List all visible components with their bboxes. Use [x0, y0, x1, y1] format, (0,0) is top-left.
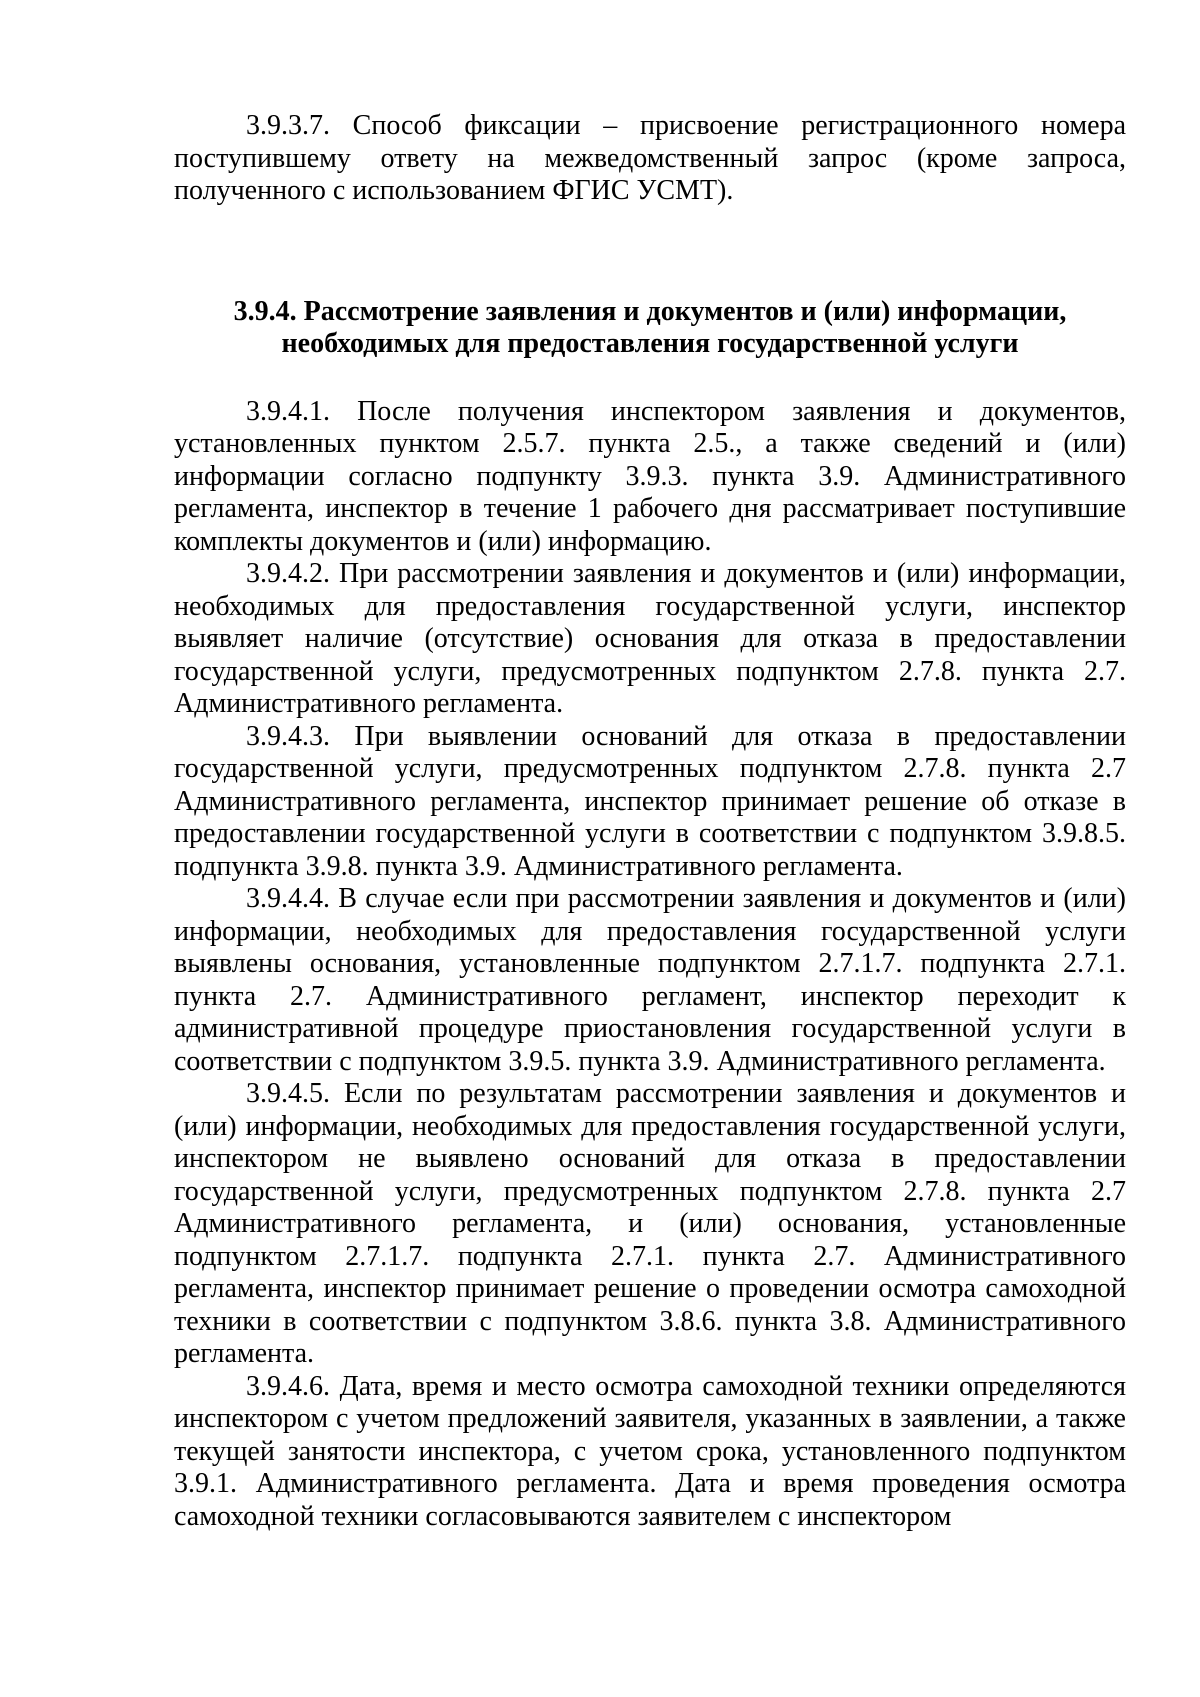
- paragraph-3-9-4-4: 3.9.4.4. В случае если при рассмотрении заявления и документов и (или) информации, необходимых для предоставления государственной услуги выявлены основания, установленные подпунктом 2.7.1.7. подпункта 2.7.1. пункта 2.7. Административного регламент, инспектор переходит к административной процедуре приостановления государственной услуги в соответствии с подпунктом 3.9.5. пункта 3.9. Административного регламента.: [174, 883, 1126, 1077]
- heading-spacer: [174, 361, 1126, 396]
- paragraph-3-9-4-2: 3.9.4.2. При рассмотрении заявления и документов и (или) информации, необходимых для предоставления государственной услуги, инспектор выявляет наличие (отсутствие) основания для отказа в предоставлении государственной услуги, предусмотренных подпунктом 2.7.8. пункта 2.7. Административного регламента.: [174, 558, 1126, 719]
- paragraph-3-9-4-5: 3.9.4.5. Если по результатам рассмотрении заявления и документов и (или) информации, необходимых для предоставления государственной услуги, инспектором не выявлено оснований для отказа в предоставлении государственной услуги, предусмотренных подпунктом 2.7.8. пункта 2.7 Административного регламента, и (или) основания, установленные подпунктом 2.7.1.7. подпункта 2.7.1. пункта 2.7. Административного регламента, инспектор принимает решение о проведении осмотра самоходной техники в соответствии с подпунктом 3.8.6. пункта 3.8. Административного регламента.: [174, 1078, 1126, 1369]
- paragraph-3-9-3-7: 3.9.3.7. Способ фиксации – присвоение регистрационного номера поступившему ответу на межведомственный запрос (кроме запроса, полученного с использованием ФГИС УСМТ).: [174, 110, 1126, 206]
- paragraph-3-9-4-3: 3.9.4.3. При выявлении оснований для отказа в предоставлении государственной услуги, предусмотренных подпунктом 2.7.8. пункта 2.7 Административного регламента, инспектор принимает решение об отказе в предоставлении государственной услуги в соответствии с подпунктом 3.9.8.5. подпункта 3.9.8. пункта 3.9. Административного регламента.: [174, 720, 1126, 882]
- paragraph-3-9-4-6: 3.9.4.6. Дата, время и место осмотра самоходной техники определяются инспектором с учетом предложений заявителя, указанных в заявлении, а также текущей занятости инспектора, с учетом срока, установленного подпунктом 3.9.1. Административного регламента. Дата и время проведения осмотра самоходной техники согласовываются заявителем с инспектором: [174, 1370, 1126, 1532]
- section-heading: [174, 296, 1126, 361]
- document-page: [174, 110, 1126, 1533]
- section-spacer: [174, 208, 1126, 296]
- section-heading-line-2: необходимых для предоставления государственной услуги: [281, 328, 1019, 359]
- section-heading-line-1: 3.9.4. Рассмотрение заявления и документов и (или) информации,: [233, 295, 1067, 327]
- paragraph-3-9-4-1: 3.9.4.1. После получения инспектором заявления и документов, установленных пунктом 2.5.7. пункта 2.5., а также сведений и (или) информации согласно подпункту 3.9.3. пункта 3.9. Административного регламента, инспектор в течение 1 рабочего дня рассматривает поступившие комплекты документов и (или) информацию.: [174, 395, 1126, 557]
